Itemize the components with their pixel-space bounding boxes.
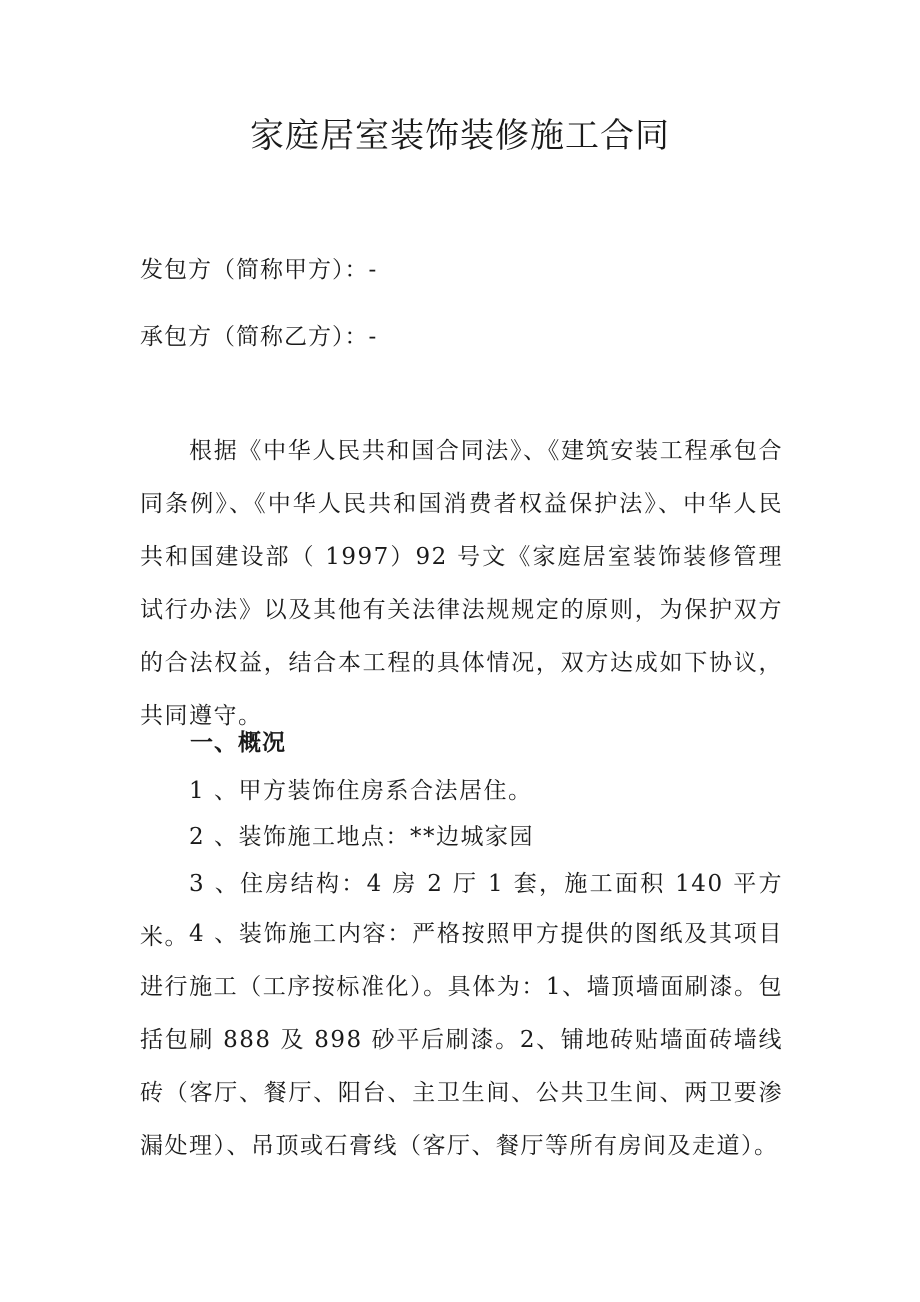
overview-item-2: 2 、装饰施工地点：**边城家园 bbox=[189, 824, 534, 850]
overview-item-1: 1 、甲方装饰住房系合法居住。 bbox=[189, 778, 533, 804]
overview-item-4: 4 、装饰施工内容：严格按照甲方提供的图纸及其项目进行施工（工序按标准化）。具体为：1、墙顶墙面刷漆。包括包刷 888 及 898 砂平后刷漆。2、铺地砖贴墙面砖墙线砖（客厅、餐厅、阳台、主卫生间、公共卫生间、两卫要渗漏处理）、吊顶或石膏线（客厅、餐厅等所有房间及走道）。 bbox=[140, 921, 783, 1159]
party-a-line: 发包方（简称甲方）：- bbox=[140, 257, 378, 283]
overview-item-3: 3 、住房结构：4 房 2 厅 1 套，施工面积 140 平方米。 bbox=[140, 871, 783, 950]
party-b-line: 承包方（简称乙方）：- bbox=[140, 324, 378, 350]
preamble-paragraph: 根据《中华人民共和国合同法》、《建筑安装工程承包合同条例》、《中华人民共和国消费者权益保护法》、中华人民共和国建设部（ 1997）92 号文《家庭居室装饰装修管理试行办法》以及其他有关法律法规规定的原则，为保护双方的合法权益，结合本工程的具体情况，双方达成如下协议，共同遵守。 bbox=[140, 438, 783, 729]
section-heading-overview: 一、概况 bbox=[190, 730, 286, 756]
contract-title: 家庭居室装饰装修施工合同 bbox=[250, 116, 670, 156]
